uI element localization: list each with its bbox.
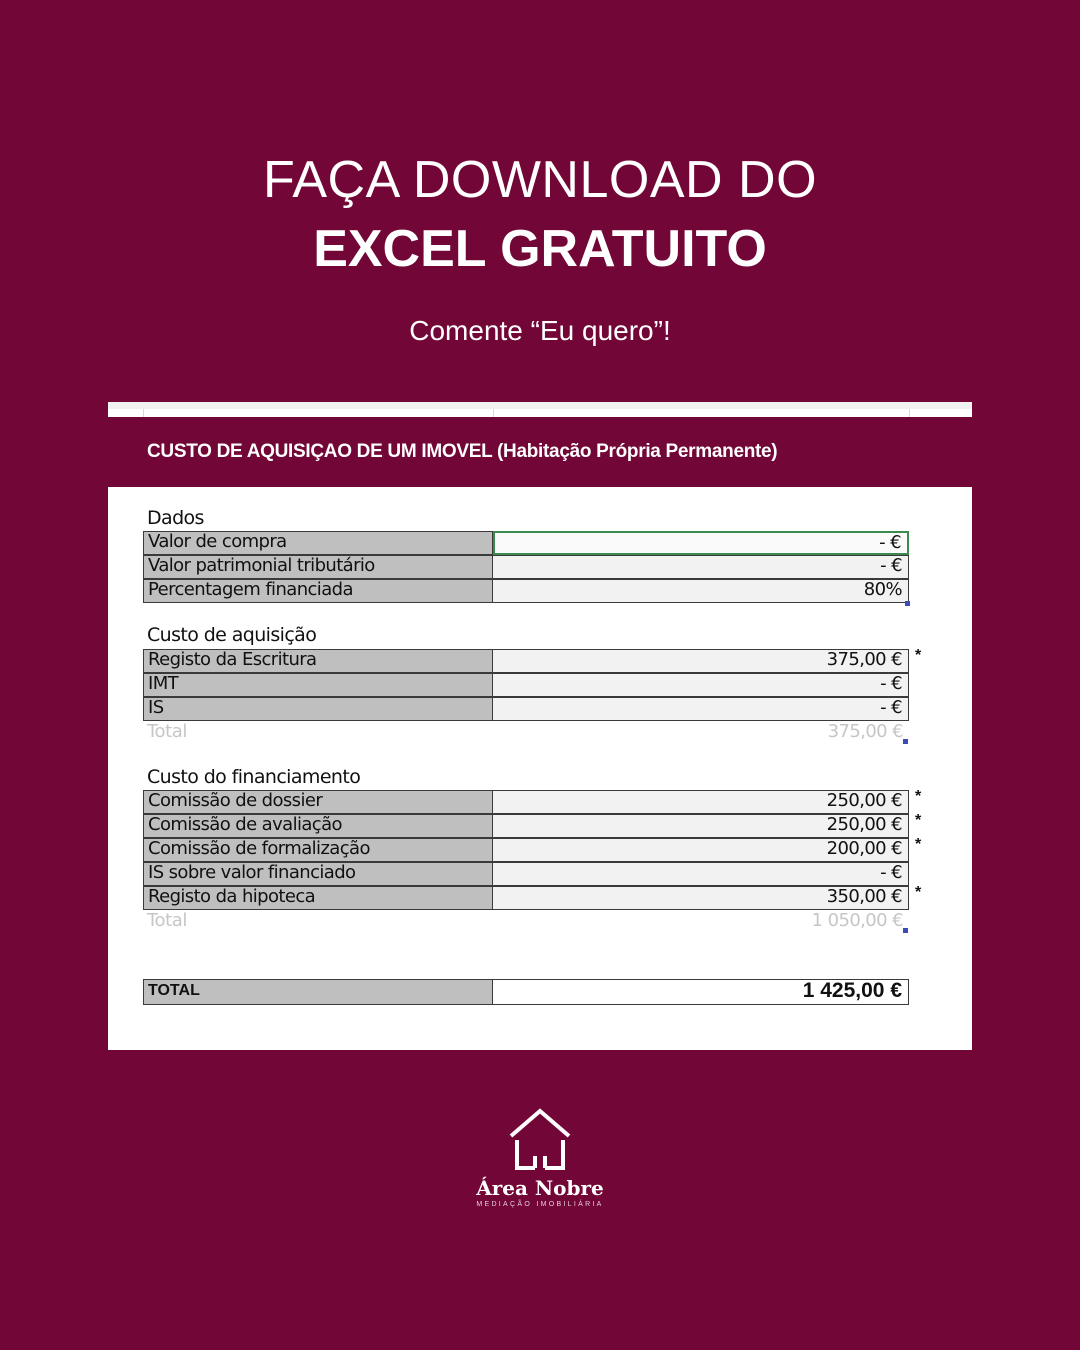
sheet-title: CUSTO DE AQUISIÇAO DE UM IMOVEL (Habitação Própria Permanente) — [108, 417, 972, 487]
table-row — [143, 862, 909, 886]
row-label: Comissão de dossier — [143, 790, 493, 814]
table-row — [143, 884, 922, 910]
brand-name: Área Nobre — [476, 1176, 604, 1200]
table-row — [143, 836, 922, 862]
table-row — [143, 697, 909, 721]
fill-handle-icon — [903, 739, 908, 744]
value-cell[interactable]: 250,00 € — [493, 790, 909, 814]
row-label: Valor de compra — [143, 531, 493, 555]
row-label: Registo da hipoteca — [143, 886, 493, 910]
headline-line-1: FAÇA DOWNLOAD DO — [262, 151, 818, 209]
row-label: IMT — [143, 673, 493, 697]
subtotal-value: 1 050,00 € — [811, 910, 903, 931]
asterisk-mark: * — [915, 647, 922, 664]
grid-line — [143, 409, 144, 417]
value-cell[interactable]: 250,00 € — [493, 814, 909, 838]
table-row — [143, 788, 922, 814]
value-cell[interactable]: 375,00 € — [493, 649, 909, 673]
asterisk-mark: * — [915, 836, 922, 853]
spreadsheet-preview — [108, 402, 972, 1050]
value-cell[interactable]: 80% — [493, 579, 909, 603]
grand-total-value[interactable]: 1 425,00 € — [493, 979, 909, 1005]
fill-handle-icon — [905, 601, 910, 606]
value-cell[interactable]: - € — [493, 673, 909, 697]
row-label: Valor patrimonial tributário — [143, 555, 493, 579]
house-outline-icon — [505, 1106, 575, 1172]
headline — [0, 148, 1080, 286]
brand-tagline: MEDIAÇÃO IMOBILIÁRIA — [476, 1201, 604, 1208]
asterisk-mark: * — [915, 812, 922, 829]
value-cell[interactable]: - € — [493, 531, 909, 555]
subtotal-row — [143, 721, 909, 745]
row-label: Comissão de avaliação — [143, 814, 493, 838]
value-cell[interactable]: - € — [493, 697, 909, 721]
fill-handle-icon — [903, 928, 908, 933]
subtitle: Comente “Eu quero”! — [409, 315, 671, 346]
asterisk-mark: * — [915, 788, 922, 805]
row-label: Percentagem financiada — [143, 579, 493, 603]
table-row — [143, 812, 922, 838]
table-row — [143, 531, 909, 555]
row-label: Comissão de formalização — [143, 838, 493, 862]
value-cell[interactable]: - € — [493, 555, 909, 579]
brand-logo — [440, 1106, 640, 1216]
value-cell[interactable]: - € — [493, 862, 909, 886]
grand-total-row — [143, 979, 909, 1005]
table-row — [143, 555, 909, 579]
table-row — [143, 647, 922, 673]
table-row — [143, 579, 909, 603]
row-label: IS — [143, 697, 493, 721]
subtotal-label: Total — [147, 910, 188, 931]
subtotal-row — [143, 910, 909, 934]
grid-line — [909, 409, 910, 417]
section-title-financiamento: Custo do financiamento — [147, 766, 361, 788]
grand-total-label: TOTAL — [143, 979, 493, 1005]
asterisk-mark: * — [915, 884, 922, 901]
section-title-aquisicao: Custo de aquisição — [147, 624, 317, 646]
row-label: IS sobre valor financiado — [143, 862, 493, 886]
grid-line — [493, 409, 494, 417]
subtotal-label: Total — [147, 721, 188, 742]
value-cell[interactable]: 200,00 € — [493, 838, 909, 862]
row-label: Registo da Escritura — [143, 649, 493, 673]
table-row — [143, 673, 909, 697]
headline-line-2: EXCEL GRATUITO — [313, 220, 767, 278]
value-cell[interactable]: 350,00 € — [493, 886, 909, 910]
subtotal-value: 375,00 € — [827, 721, 903, 742]
section-title-dados: Dados — [147, 507, 204, 529]
